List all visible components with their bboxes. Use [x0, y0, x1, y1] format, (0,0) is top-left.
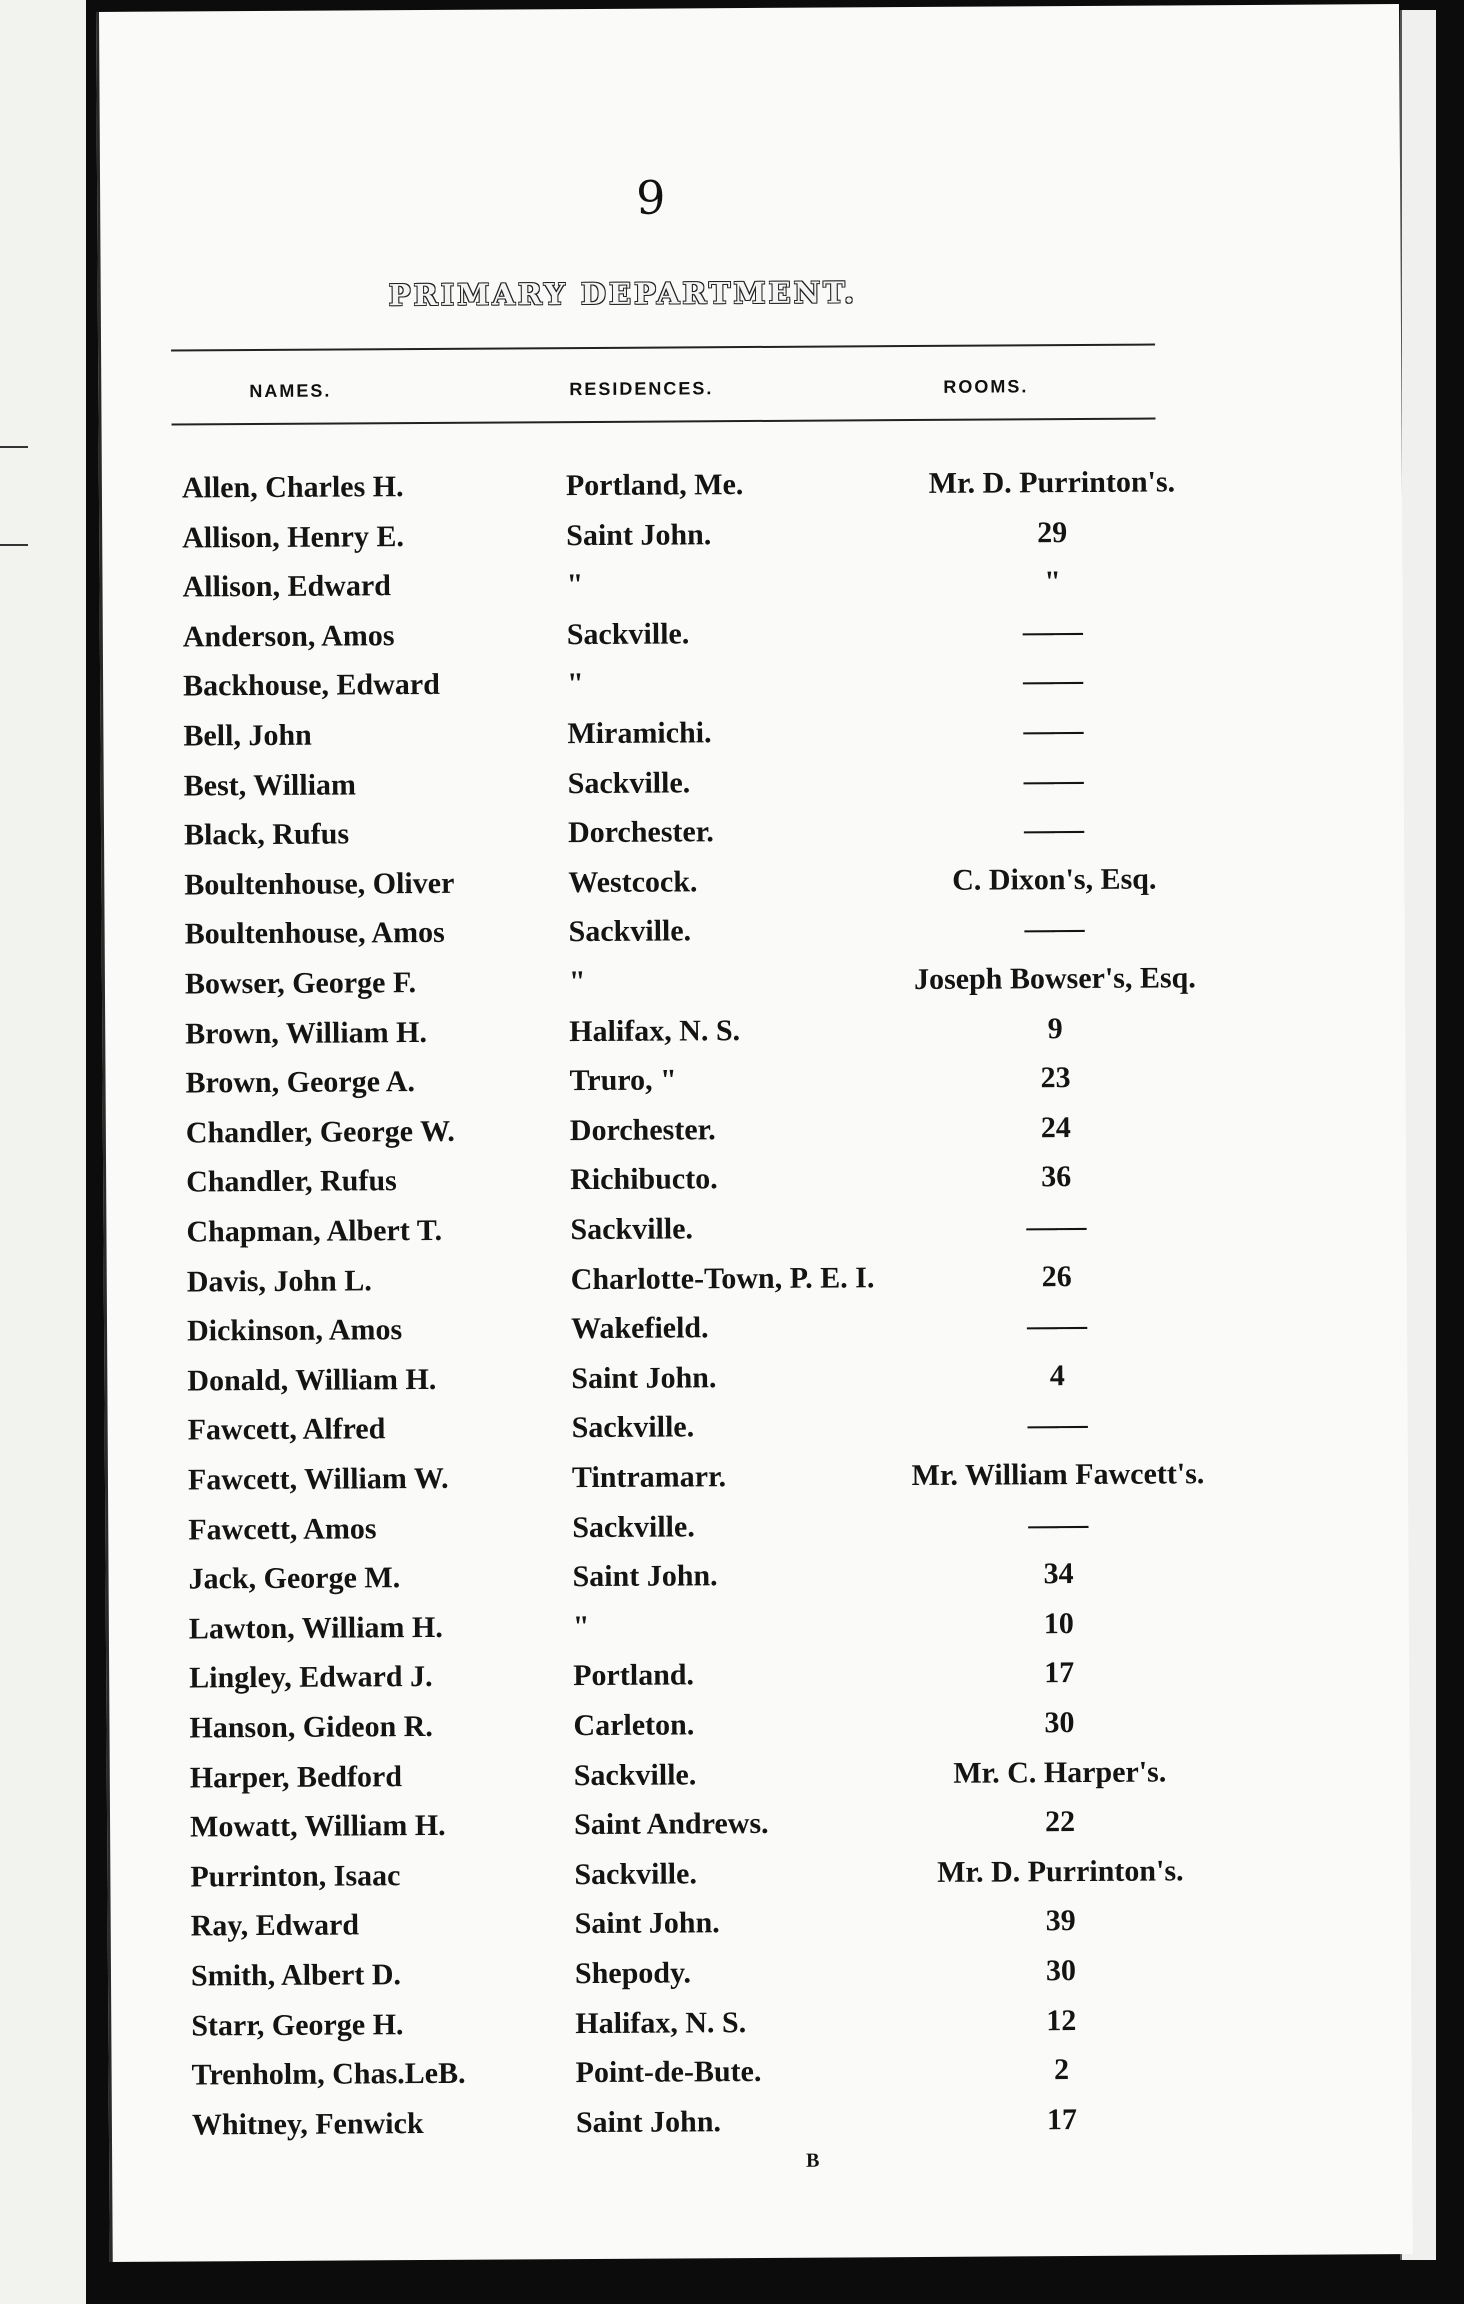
student-residence: Saint John. — [572, 1559, 718, 1594]
table-row — [109, 1705, 1309, 1762]
student-room: —— — [1026, 1309, 1088, 1343]
student-room: 34 — [1043, 1557, 1074, 1591]
student-room: —— — [1023, 713, 1084, 748]
student-room: —— — [1027, 1408, 1088, 1442]
table-row — [110, 1804, 1310, 1861]
student-residence: Saint Andrews. — [573, 1807, 769, 1842]
page-title: PRIMARY DEPARTMENT. — [388, 275, 858, 313]
student-residence: Saint John. — [566, 517, 712, 552]
table-row — [111, 1903, 1311, 1960]
table-row — [103, 613, 1303, 670]
student-residence: Miramichi. — [567, 716, 712, 751]
column-header-residences: RESIDENCES. — [569, 378, 714, 400]
table-row — [108, 1407, 1308, 1464]
table-row — [107, 1357, 1307, 1414]
student-name: Fawcett, Amos — [188, 1511, 377, 1547]
table-row — [108, 1506, 1308, 1563]
table-row — [102, 465, 1302, 522]
student-name: Mowatt, William H. — [189, 1809, 446, 1844]
student-name: Dickinson, Amos — [186, 1313, 403, 1348]
student-residence: " — [568, 965, 586, 999]
student-name: Boultenhouse, Amos — [184, 916, 445, 951]
student-residence: Dorchester. — [569, 1113, 716, 1147]
student-residence: Wakefield. — [570, 1311, 709, 1346]
student-room: 26 — [1041, 1259, 1072, 1293]
table-row — [109, 1655, 1309, 1712]
student-room: 17 — [1046, 2102, 1077, 2137]
student-residence: Halifax, N. S. — [569, 1013, 741, 1048]
student-room: 9 — [1047, 1011, 1063, 1045]
table-row — [106, 1159, 1306, 1216]
table-row — [106, 1109, 1306, 1166]
facing-page-rule — [0, 544, 28, 546]
student-name: Anderson, Amos — [182, 618, 395, 654]
student-name: Purrinton, Isaac — [190, 1858, 401, 1894]
student-room: Joseph Bowser's, Esq. — [913, 961, 1196, 997]
student-room: 30 — [1044, 1706, 1075, 1740]
student-room: Mr. D. Purrinton's. — [928, 465, 1176, 500]
student-residence: " — [572, 1609, 590, 1643]
student-name: Allen, Charles H. — [181, 470, 404, 505]
student-room: 2 — [1053, 2053, 1070, 2087]
student-room: —— — [1028, 1507, 1089, 1541]
student-room: —— — [1023, 813, 1085, 847]
table-row — [110, 1853, 1310, 1910]
student-name: Best, William — [183, 768, 357, 803]
student-residence: Carleton. — [573, 1708, 695, 1743]
student-room: 17 — [1044, 1656, 1075, 1690]
student-name: Hanson, Gideon R. — [189, 1709, 433, 1745]
student-room: 29 — [1037, 515, 1068, 549]
header-top-rule — [171, 344, 1155, 352]
student-residence: Westcock. — [568, 865, 698, 899]
student-residence: Sackville. — [571, 1410, 695, 1445]
student-room: " — [1044, 565, 1061, 599]
student-residence: Sackville. — [572, 1509, 695, 1544]
student-residence: Tintramarr. — [571, 1460, 727, 1495]
student-room: 30 — [1045, 1954, 1077, 1988]
student-residence: Saint John. — [571, 1361, 717, 1395]
student-name: Chandler, Rufus — [186, 1164, 397, 1199]
student-name: Brown, George A. — [185, 1065, 416, 1100]
table-row — [104, 861, 1304, 918]
table-row — [102, 514, 1302, 571]
table-row — [112, 2101, 1312, 2158]
student-name: Allison, Henry E. — [182, 519, 405, 555]
student-residence: Shepody. — [574, 1956, 691, 1991]
student-name: Harper, Bedford — [189, 1759, 403, 1795]
header-bottom-rule — [172, 418, 1156, 426]
table-row — [105, 1060, 1305, 1117]
table-row — [104, 762, 1304, 819]
table-row — [106, 1209, 1306, 1266]
student-name: Lawton, William H. — [188, 1610, 443, 1646]
student-room: —— — [1026, 1209, 1087, 1244]
student-name: Smith, Albert D. — [190, 1958, 402, 1993]
student-residence: Portland. — [573, 1658, 695, 1693]
student-residence: Sackville. — [568, 914, 692, 949]
student-residence: Point-de-Bute. — [575, 2055, 762, 2090]
student-room: 12 — [1046, 2003, 1077, 2037]
student-residence: Sackville. — [567, 765, 691, 800]
student-room: —— — [1023, 763, 1084, 797]
student-name: Chandler, George W. — [185, 1114, 455, 1150]
student-name: Ray, Edward — [190, 1908, 360, 1943]
student-name: Whitney, Fenwick — [191, 2106, 424, 2142]
facing-page-edge — [0, 0, 86, 2304]
table-row — [105, 961, 1305, 1018]
student-room: —— — [1024, 912, 1085, 946]
student-room: 36 — [1041, 1160, 1072, 1194]
student-name: Trenholm, Chas.LeB. — [191, 2056, 466, 2092]
table-row — [107, 1308, 1307, 1365]
student-name: Bowser, George F. — [184, 966, 417, 1001]
student-residence: Saint John. — [575, 2105, 722, 2139]
student-residence: " — [566, 568, 584, 602]
table-row — [108, 1556, 1308, 1613]
column-header-rooms: ROOMS. — [943, 376, 1029, 397]
student-room: C. Dixon's, Esq. — [952, 862, 1157, 897]
student-residence: Charlotte-Town, P. E. I. — [570, 1260, 875, 1296]
student-room: Mr. William Fawcett's. — [911, 1457, 1205, 1493]
table-row — [111, 1953, 1311, 2010]
facing-page-rule — [0, 446, 28, 448]
student-name: Lingley, Edward J. — [189, 1660, 433, 1695]
student-room: —— — [1022, 614, 1083, 649]
student-name: Backhouse, Edward — [183, 668, 440, 703]
student-room: —— — [1023, 664, 1084, 698]
table-row — [109, 1605, 1309, 1662]
student-name: Allison, Edward — [182, 569, 392, 604]
student-name: Jack, George M. — [188, 1561, 401, 1596]
student-name: Chapman, Albert T. — [186, 1213, 443, 1249]
student-residence: Sackville. — [573, 1757, 697, 1792]
table-row — [105, 911, 1305, 968]
student-residence: Halifax, N. S. — [575, 2005, 747, 2040]
student-residence: " — [567, 667, 584, 701]
student-room: 4 — [1049, 1358, 1065, 1392]
student-residence: Truro, " — [569, 1063, 677, 1098]
table-row — [107, 1258, 1307, 1315]
student-name: Boultenhouse, Oliver — [184, 866, 455, 902]
student-name: Fawcett, William W. — [187, 1461, 449, 1497]
student-residence: Sackville. — [566, 617, 690, 651]
student-room: 22 — [1044, 1805, 1076, 1839]
student-name: Donald, William H. — [187, 1362, 437, 1398]
student-room: 39 — [1045, 1904, 1076, 1938]
table-row — [104, 812, 1304, 869]
table-row — [108, 1457, 1308, 1514]
student-name: Black, Rufus — [183, 817, 350, 852]
student-residence: Sackville. — [574, 1857, 697, 1891]
student-room: 23 — [1040, 1061, 1071, 1095]
student-room: 24 — [1040, 1110, 1071, 1145]
student-name: Fawcett, Alfred — [187, 1412, 386, 1447]
table-row — [103, 663, 1303, 720]
student-name: Davis, John L. — [186, 1263, 372, 1299]
student-residence: Richibucto. — [570, 1162, 718, 1197]
student-room: 10 — [1043, 1606, 1074, 1641]
book-page — [96, 4, 1413, 2262]
student-name: Starr, George H. — [191, 2007, 404, 2043]
signature-mark: B — [806, 2149, 820, 2172]
table-row — [102, 564, 1302, 621]
table-row — [111, 2002, 1311, 2059]
student-name: Bell, John — [183, 718, 312, 753]
column-header-names: NAMES. — [249, 380, 332, 402]
table-row — [112, 2052, 1312, 2109]
table-row — [105, 1010, 1305, 1067]
student-room: Mr. D. Purrinton's. — [937, 1854, 1184, 1889]
table-row — [103, 713, 1303, 770]
student-residence: Sackville. — [570, 1212, 694, 1247]
student-residence: Saint John. — [574, 1906, 720, 1941]
student-name: Brown, William H. — [185, 1015, 428, 1051]
student-residence: Portland, Me. — [565, 468, 744, 503]
table-row — [110, 1754, 1310, 1811]
student-residence: Dorchester. — [567, 815, 714, 850]
page-number: 9 — [635, 170, 666, 225]
student-room: Mr. C. Harper's. — [953, 1755, 1167, 1790]
